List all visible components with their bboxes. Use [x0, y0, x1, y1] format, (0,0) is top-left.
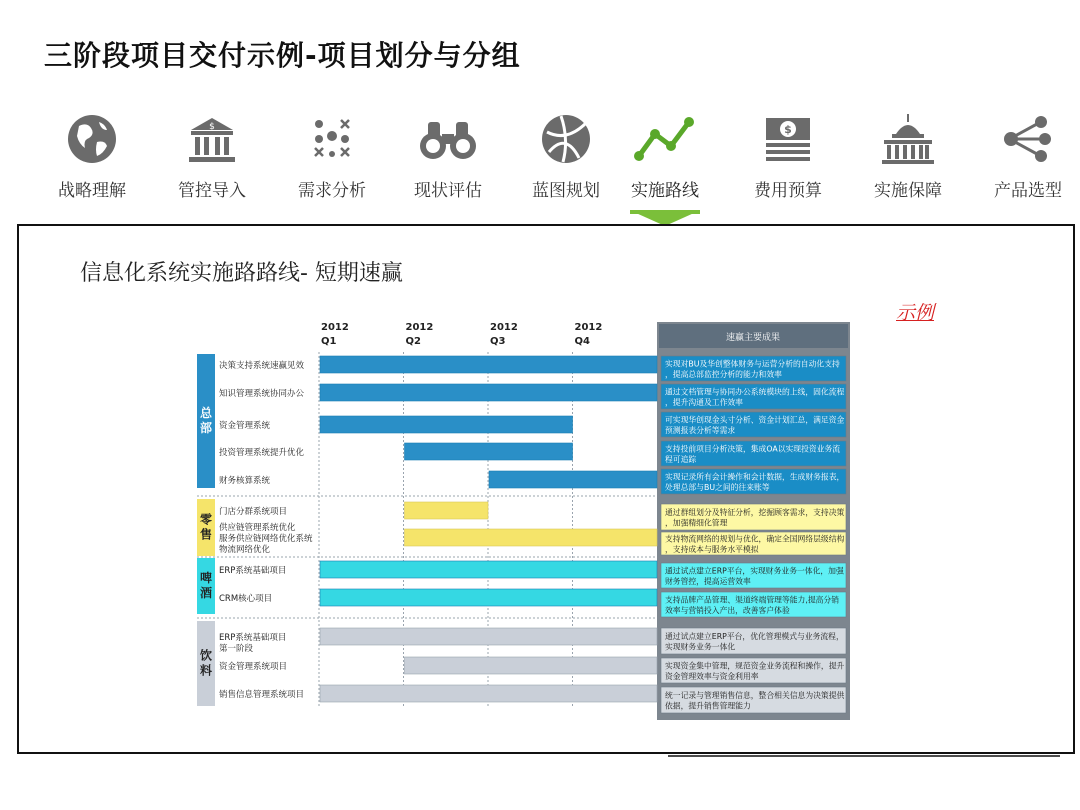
quarter-year-label: 2012: [405, 322, 434, 333]
quarter-label: Q1: [321, 336, 337, 347]
result-text: 资金管理效率与资金利用率: [665, 671, 759, 681]
project-label: 知识管理系统协同办公: [219, 389, 305, 399]
nav-label: 现状评估: [414, 181, 482, 201]
gantt-bar: [320, 589, 657, 606]
project-label: 服务供应链网络优化系统: [219, 534, 313, 544]
gantt-bar: [320, 356, 657, 373]
result-text: 程可追踪: [665, 454, 697, 464]
project-label: 销售信息管理系统项目: [219, 690, 305, 700]
result-text: 实现资金集中管理，规范资金业务流程和操作，提升: [665, 661, 845, 671]
result-text: ，支持成本与服务水平模拟: [665, 544, 759, 554]
quarter-label: Q4: [574, 336, 590, 347]
group-label-char: 饮: [199, 648, 213, 663]
result-text: ，加强精细化管理: [665, 518, 728, 528]
result-text: 财务管控，提高运营效率: [665, 576, 751, 586]
group-label-char: 零: [199, 512, 213, 527]
result-text: 依据，提升销售管理能力: [665, 701, 751, 711]
project-label: 投资管理系统提升优化: [219, 448, 305, 458]
gantt-bar: [320, 561, 657, 578]
gantt-bar: [320, 416, 573, 433]
gantt-bar: [320, 685, 657, 702]
group-name-label: 总部: [195, 352, 197, 353]
result-text: 支持品牌产品管理、渠道终端管理等能力,提高分销: [665, 595, 840, 605]
svg-text:$: $: [784, 123, 792, 136]
quarter-year-label: 2012: [574, 322, 603, 333]
result-text: 支持物流网络的规划与优化，确定全国网络层级结构: [665, 534, 845, 544]
nav-label: 战略理解: [58, 181, 126, 201]
project-label: ERP系统基础项目: [219, 633, 287, 643]
nav-label: 费用预算: [754, 181, 822, 201]
project-label: 物流网络优化: [219, 545, 271, 555]
svg-text:$: $: [209, 122, 215, 132]
result-text: 实现对BU及华创整体财务与运营分析的自动化支持: [665, 359, 840, 369]
project-label: 资金管理系统: [219, 421, 271, 431]
group-name-label: 饮料: [195, 619, 197, 620]
group-name-label: 啤酒: [195, 556, 197, 557]
result-text: 可实现华创现金头寸分析、资金计划汇总，满足资金: [665, 415, 845, 425]
gantt-bar: [405, 502, 489, 519]
results-header: 速赢主要成果: [725, 333, 781, 343]
gantt-bar: [405, 443, 573, 460]
project-label: 门店分群系统项目: [219, 507, 288, 517]
nav-label: 实施保障: [874, 181, 942, 201]
gantt-bar: [320, 628, 657, 645]
result-text: 通过文档管理与协同办公系统模块的上线，固化流程: [665, 387, 845, 397]
project-label: 资金管理系统项目: [219, 662, 288, 672]
result-text: ，提升沟通及工作效率: [665, 397, 743, 407]
group-label-char: 酒: [199, 586, 213, 600]
project-label: 第一阶段: [219, 644, 254, 654]
result-text: 处理总部与BU之间的往来账等: [665, 482, 770, 492]
gantt-bar: [405, 529, 658, 546]
result-text: ，提高总部监控分析的能力和效率: [665, 369, 782, 379]
group-label-char: 总: [199, 406, 213, 420]
quarter-label: Q3: [490, 336, 506, 347]
project-label: 财务核算系统: [219, 476, 271, 486]
nav-label: 管控导入: [178, 181, 246, 201]
result-text: 实现记录所有会计操作和会计数据，生成财务报表，: [665, 472, 845, 482]
result-text: 统一记录与管理销售信息，整合相关信息为决策提供: [665, 690, 845, 700]
gantt-bar: [405, 657, 658, 674]
project-label: ERP系统基础项目: [219, 566, 287, 576]
gantt-bar: [489, 471, 657, 488]
result-text: 预测报表分析等需求: [665, 425, 736, 435]
result-text: 通过试点建立ERP平台，实现财务业务一体化，加强: [665, 566, 844, 576]
result-text: 支持投前项目分析决策，集成OA以实现投资业务流: [665, 444, 841, 454]
gantt-bar: [320, 384, 657, 401]
nav-label: 蓝图规划: [532, 181, 600, 201]
quarter-label: Q2: [405, 336, 421, 347]
quarter-year-label: 2012: [321, 322, 349, 333]
result-text: 实现财务业务一体化: [665, 642, 736, 652]
page-title: 三阶段项目交付示例-项目划分与分组: [44, 39, 521, 72]
group-label-char: 部: [199, 421, 213, 435]
project-label: CRM核心项目: [219, 594, 273, 604]
example-tag: 示例: [896, 302, 935, 324]
nav-label: 实施路线: [631, 181, 699, 201]
nav-label: 产品选型: [994, 181, 1062, 201]
result-text: 通过试点建立ERP平台，优化管理模式与业务流程，: [665, 631, 844, 641]
panel-title: 信息化系统实施路路线- 短期速赢: [80, 261, 403, 286]
group-label-char: 料: [199, 663, 213, 678]
nav-label: 需求分析: [298, 181, 366, 201]
quarter-year-label: 2012: [490, 322, 518, 333]
group-name-label: 零售: [195, 497, 197, 498]
group-label-char: 售: [199, 527, 213, 542]
project-label: 供应链管理系统优化: [219, 523, 296, 533]
result-text: 效率与营销投入产出，改善客户体验: [665, 605, 790, 615]
project-label: 决策支持系统速赢见效: [219, 361, 305, 371]
group-label-char: 啤: [199, 571, 213, 585]
result-text: 通过群组划分及特征分析，挖掘顾客需求，支持决策: [665, 507, 845, 517]
